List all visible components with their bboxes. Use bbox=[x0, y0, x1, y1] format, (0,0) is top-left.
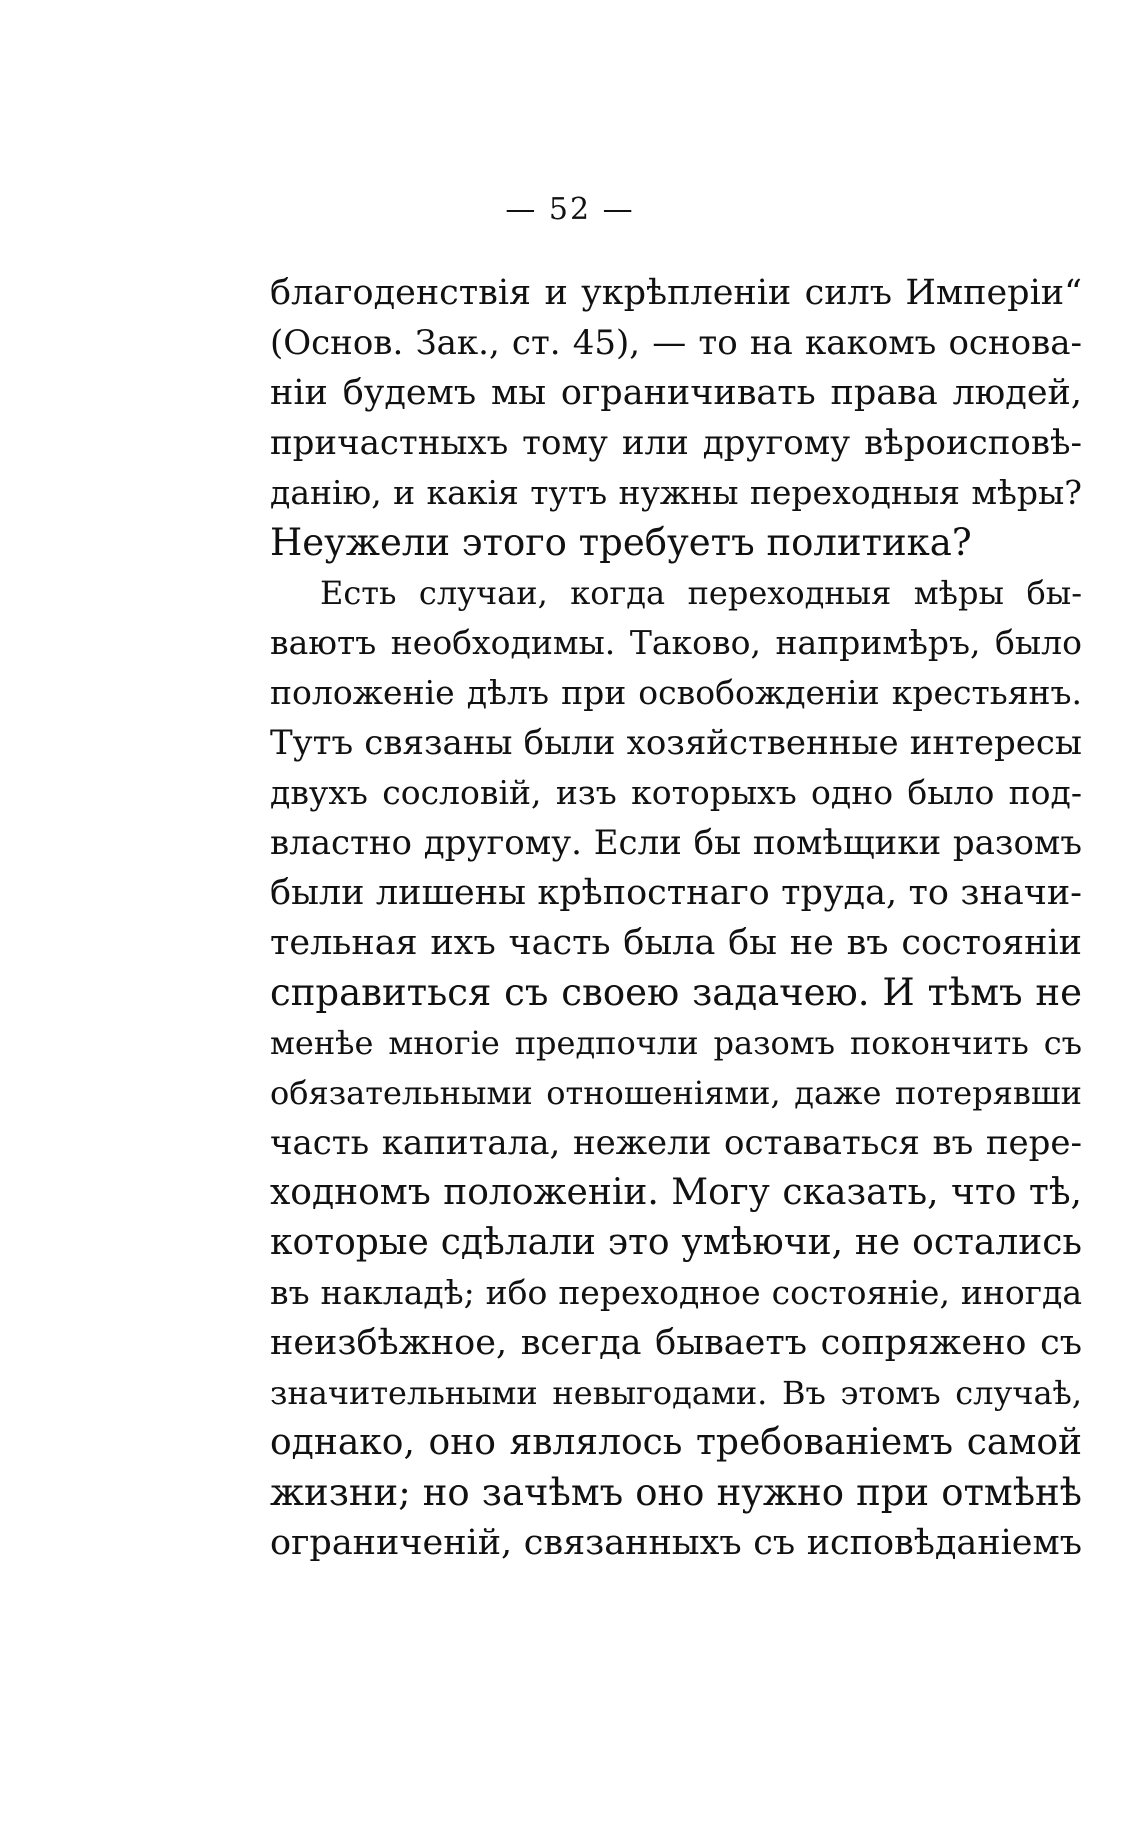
text-line: положеніе дѣлъ при освобожденіи крестьянъ. bbox=[270, 673, 1082, 712]
paragraph-first-line: Есть случаи, когда переходныя мѣры бы- bbox=[320, 574, 1082, 612]
text-line: причастныхъ тому или другому вѣроисповѣ- bbox=[270, 423, 1082, 463]
text-line: справиться съ своею задачею. И тѣмъ не bbox=[270, 971, 1082, 1014]
text-line: значительными невыгодами. Въ этомъ случаѣ, bbox=[270, 1374, 1082, 1412]
text-line: которые сдѣлали это умѣючи, не остались bbox=[270, 1222, 1082, 1263]
text-line: данію, и какія тутъ нужны переходныя мѣры? bbox=[270, 473, 1082, 512]
page-number: — 52 — bbox=[505, 192, 635, 227]
text-line: (Основ. Зак., ст. 45), — то на какомъ основа- bbox=[270, 323, 1082, 363]
text-line: Неужели этого требуетъ политика? bbox=[270, 521, 972, 564]
text-line: ваютъ необходимы. Таково, напримѣръ, было bbox=[270, 623, 1082, 662]
text-line: однако, оно являлось требованіемъ самой bbox=[270, 1422, 1082, 1463]
text-line: были лишены крѣпостнаго труда, то значи- bbox=[270, 873, 1082, 913]
text-line: двухъ сословій, изъ которыхъ одно было под- bbox=[270, 773, 1082, 812]
text-line: благоденствія и укрѣпленіи силъ Имперіи“ bbox=[270, 273, 1082, 313]
text-line: въ накладѣ; ибо переходное состояніе, иногда bbox=[270, 1273, 1082, 1312]
text-line: тельная ихъ часть была бы не въ состояніи bbox=[270, 923, 1082, 963]
text-line: обязательными отношеніями, даже потерявши bbox=[270, 1074, 1082, 1112]
text-line: властно другому. Если бы помѣщики разомъ bbox=[270, 823, 1082, 863]
text-line: ходномъ положеніи. Могу сказать, что тѣ, bbox=[270, 1172, 1082, 1213]
body-text bbox=[270, 268, 1082, 1568]
text-line: жизни; но зачѣмъ оно нужно при отмѣнѣ bbox=[270, 1471, 1082, 1514]
text-line: часть капитала, нежели оставаться въ пере- bbox=[270, 1123, 1082, 1163]
text-line: ніи будемъ мы ограничивать права людей, bbox=[270, 373, 1082, 413]
text-line: менѣе многіе предпочли разомъ покончить съ bbox=[270, 1024, 1082, 1062]
text-line: неизбѣжное, всегда бываетъ сопряжено съ bbox=[270, 1323, 1082, 1363]
text-line: Тутъ связаны были хозяйственные интересы bbox=[270, 723, 1082, 763]
text-line: ограниченій, связанныхъ съ исповѣданіемъ bbox=[270, 1523, 1082, 1563]
